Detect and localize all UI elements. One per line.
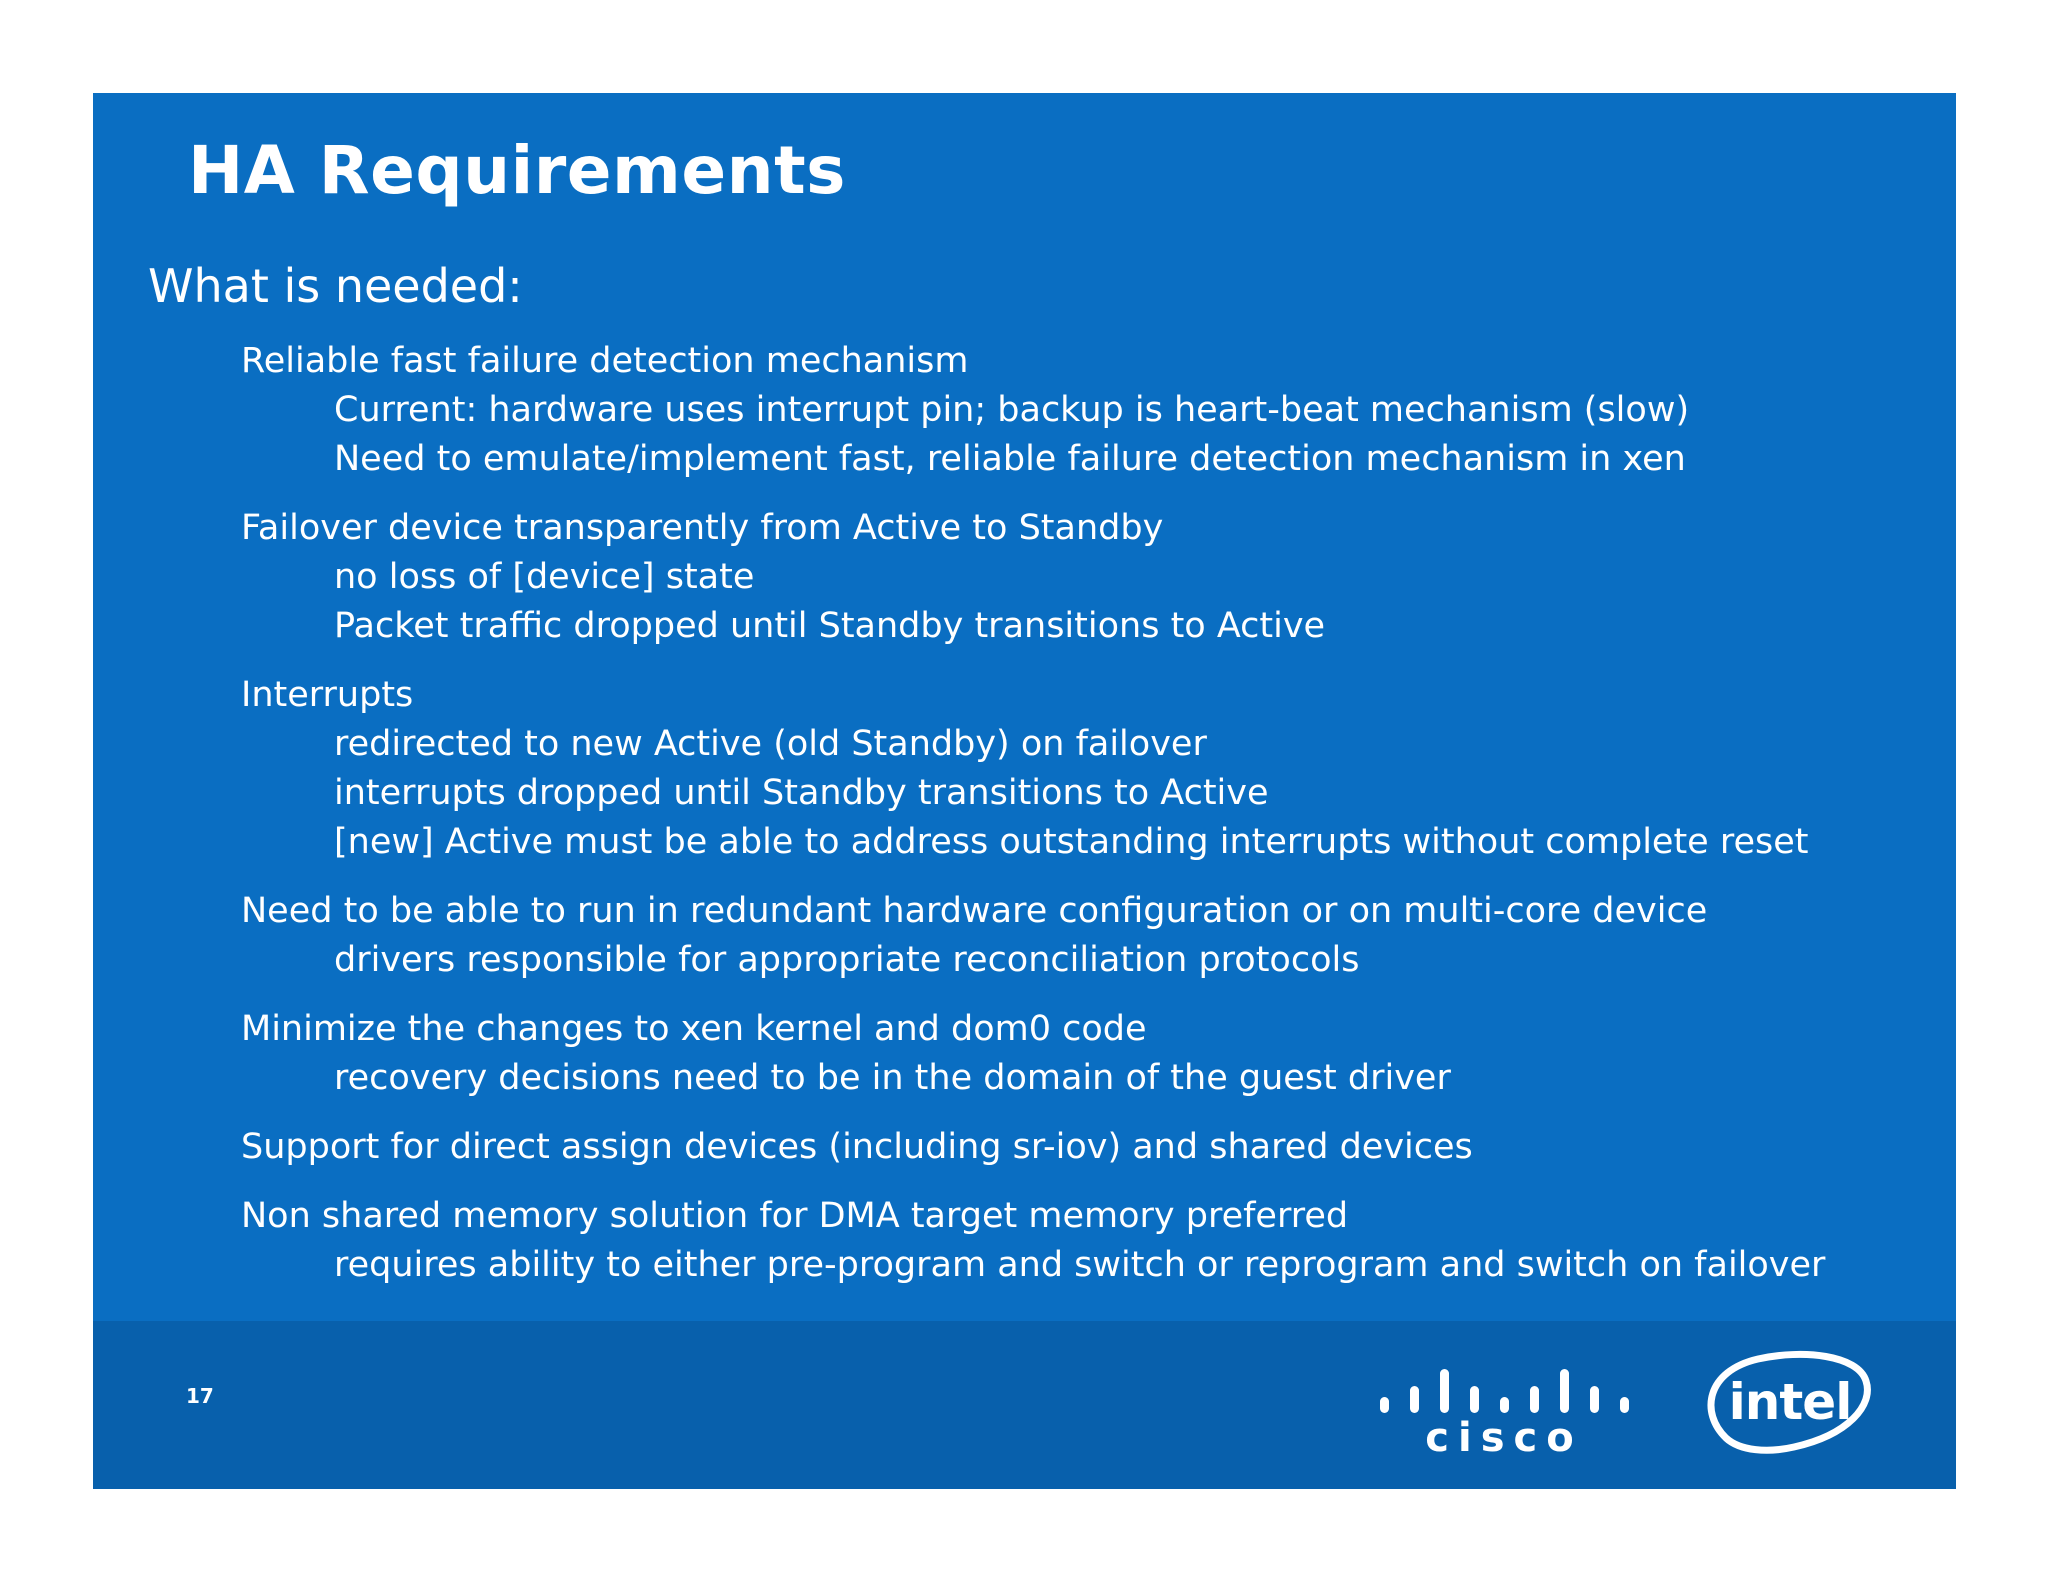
svg-text:intel: intel: [1728, 1373, 1852, 1431]
requirement-group: [241, 337, 1941, 484]
requirement-heading: Need to be able to run in redundant hardware configuration or on multi-core device: [241, 891, 1708, 931]
requirement-group: [241, 504, 1941, 651]
requirement-detail: Packet traffic dropped until Standby transitions to Active: [334, 606, 1326, 646]
requirement-group: [241, 887, 1941, 985]
requirement-heading: Minimize the changes to xen kernel and dom0 code: [241, 1009, 1147, 1049]
requirement-detail: no loss of [device] state: [334, 557, 755, 597]
requirement-detail: interrupts dropped until Standby transitions to Active: [334, 773, 1269, 813]
requirement-detail: redirected to new Active (old Standby) on failover: [334, 724, 1207, 764]
requirement-detail: recovery decisions need to be in the domain of the guest driver: [334, 1058, 1451, 1098]
requirement-detail: Need to emulate/implement fast, reliable failure detection mechanism in xen: [334, 439, 1686, 479]
slide-title: HA Requirements: [188, 132, 846, 209]
requirement-detail: Current: hardware uses interrupt pin; backup is heart-beat mechanism (slow): [334, 390, 1690, 430]
requirement-group: [241, 1123, 1941, 1172]
requirement-detail: drivers responsible for appropriate reconciliation protocols: [334, 940, 1360, 980]
requirement-heading: Failover device transparently from Active to Standby: [241, 508, 1164, 548]
requirement-group: [241, 671, 1941, 867]
svg-text:cisco: cisco: [1425, 1415, 1583, 1453]
requirement-heading: Interrupts: [241, 675, 414, 715]
slide-subtitle: What is needed:: [148, 259, 523, 313]
requirement-detail: requires ability to either pre-program and switch or reprogram and switch on failover: [334, 1245, 1826, 1285]
requirements-list: [241, 337, 1941, 1310]
requirement-detail: [new] Active must be able to address outstanding interrupts without complete reset: [334, 822, 1809, 862]
intel-logo: [1698, 1343, 1878, 1465]
slide-footer: [93, 1321, 1956, 1489]
requirement-group: [241, 1005, 1941, 1103]
page-number: 17: [186, 1384, 214, 1408]
requirement-heading: Reliable fast failure detection mechanism: [241, 341, 969, 381]
requirement-heading: Support for direct assign devices (including sr-iov) and shared devices: [241, 1127, 1473, 1167]
cisco-logo: [1370, 1361, 1630, 1453]
requirement-heading: Non shared memory solution for DMA target memory preferred: [241, 1196, 1349, 1236]
slide: [93, 93, 1956, 1489]
requirement-group: [241, 1192, 1941, 1290]
